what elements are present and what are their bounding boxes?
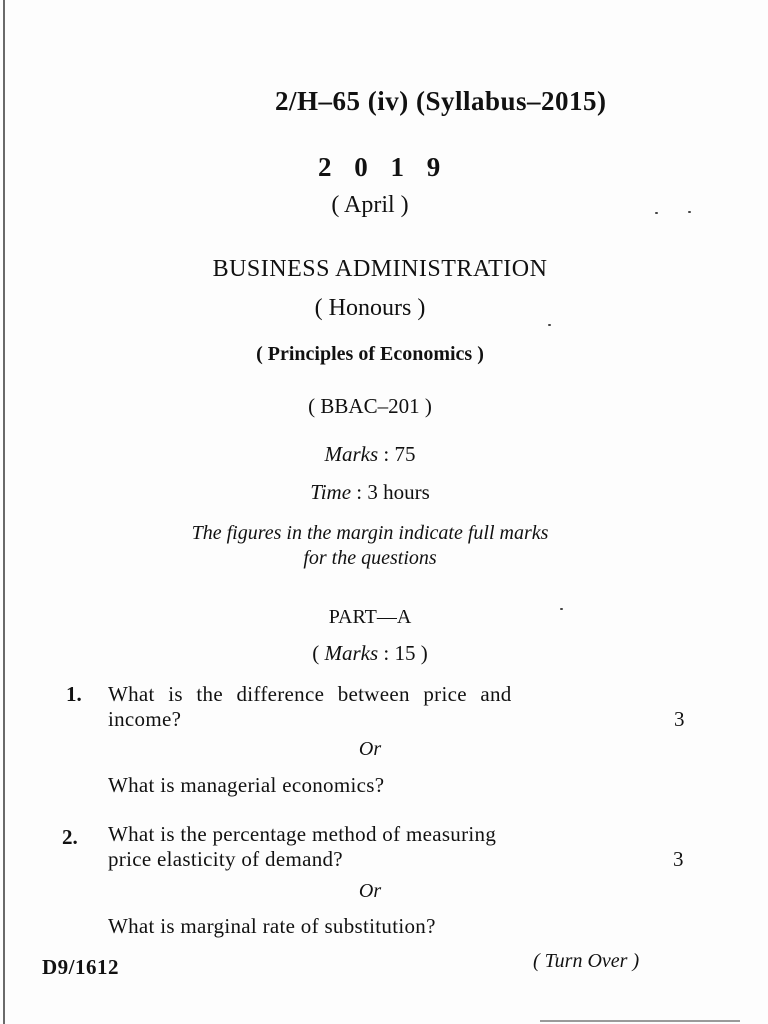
question-text: What is the difference between price and [108,682,512,706]
question-marks: 3 [673,847,684,871]
page-edge-line [3,0,5,1024]
question-number: 1. [66,682,82,706]
scan-speck [560,608,563,610]
alternative-question: What is managerial economics? [108,773,385,797]
exam-time: Time : 3 hours [310,480,430,504]
alternative-question: What is marginal rate of substitution? [108,914,436,938]
exam-month: ( April ) [331,192,409,218]
scan-speck [688,211,691,213]
question-marks: 3 [674,707,685,731]
instruction-line-1: The figures in the margin indicate full marks [191,522,549,544]
honours-label: ( Honours ) [314,295,426,321]
turn-over-label: ( Turn Over ) [533,950,640,972]
question-text: What is the percentage method of measuring [108,822,497,846]
question-number: 2. [62,825,78,849]
paper-code-heading: 2/H–65 (iv) (Syllabus–2015) [275,86,607,116]
or-label: Or [358,880,382,902]
course-code: ( BBAC–201 ) [308,394,432,418]
subject-title: BUSINESS ADMINISTRATION [212,256,548,282]
scan-speck [548,324,551,326]
footer-code: D9/1612 [42,955,119,979]
paper-title: ( Principles of Economics ) [256,343,484,365]
bottom-rule [540,1020,740,1022]
question-text: price elasticity of demand? [108,847,343,871]
exam-year: 2 0 1 9 [318,152,449,182]
or-label: Or [358,738,382,760]
question-text: income? [108,707,182,731]
instruction-line-2: for the questions [303,547,437,569]
part-marks: ( Marks : 15 ) [312,641,428,665]
scan-speck [655,212,658,214]
total-marks: Marks : 75 [324,442,416,466]
part-title: PART—A [328,606,412,628]
